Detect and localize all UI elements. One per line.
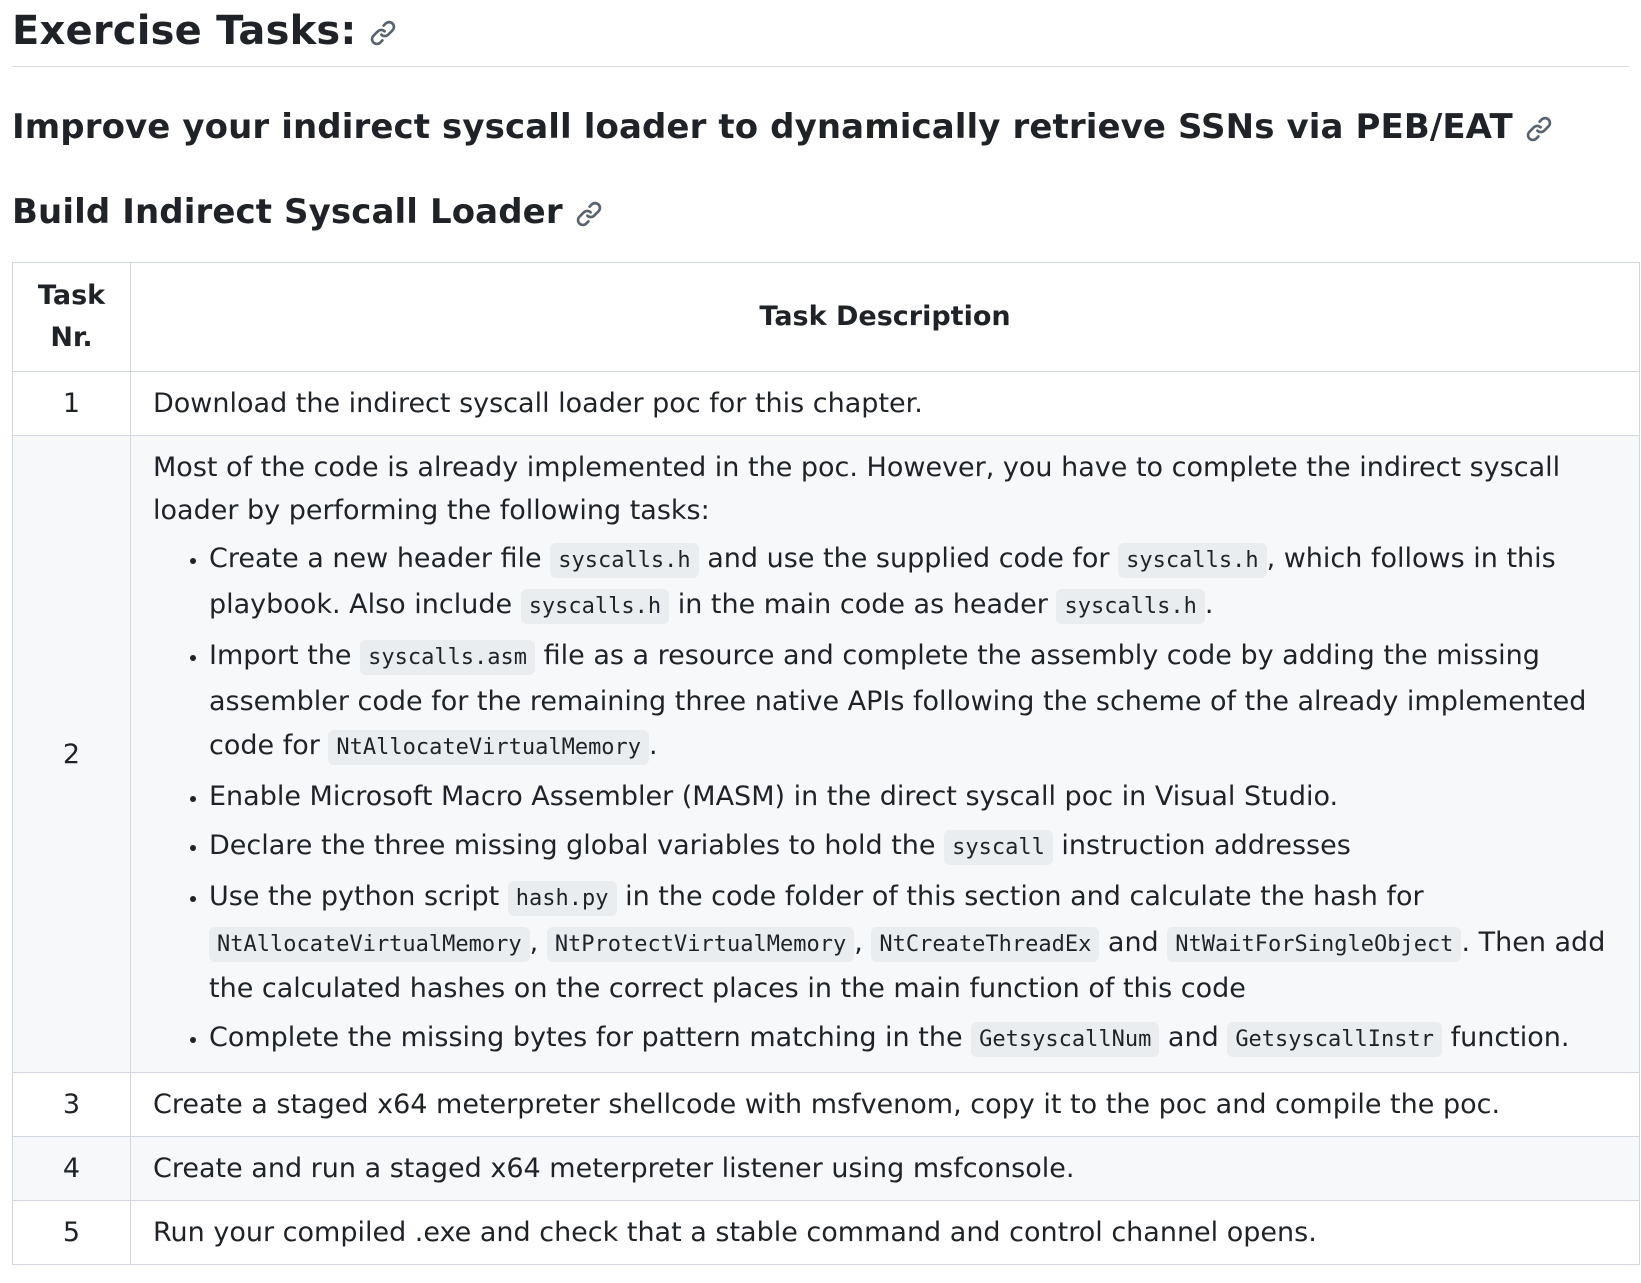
inline-code: syscalls.h: [1056, 589, 1204, 624]
list-item: • Complete the missing bytes for pattern matching in the GetsyscallNum and GetsyscallInstr function.: [209, 1016, 1617, 1062]
table-row: [13, 436, 1640, 1073]
task-intro: Most of the code is already implemented in the poc. However, you have to complete the indirect syscall loader by performing the following tasks:: [153, 452, 1561, 526]
inline-code: GetsyscallNum: [971, 1022, 1159, 1057]
task-nr: 4: [13, 1137, 131, 1201]
inline-code: NtAllocateVirtualMemory: [209, 927, 530, 962]
table-row: [13, 1137, 1640, 1201]
task-nr: 2: [13, 436, 131, 1073]
task-description: Create and run a staged x64 meterpreter listener using msfconsole.: [131, 1137, 1640, 1201]
table-header-row: [13, 263, 1640, 372]
section-heading: [12, 107, 1629, 147]
task-description: Run your compiled .exe and check that a stable command and control channel opens.: [131, 1201, 1640, 1265]
link-icon[interactable]: [1525, 115, 1553, 143]
inline-code: NtCreateThreadEx: [871, 927, 1099, 962]
list-item: • Import the syscalls.asm file as a resource and complete the assembly code by adding the missing assembler code for the remaining three native APIs following the scheme of the already implemented code for NtAllocateVirtualMemory .: [209, 634, 1617, 770]
inline-code: syscalls.h: [1118, 543, 1266, 578]
subsection-heading-text: Build Indirect Syscall Loader: [12, 192, 563, 232]
inline-code: NtProtectVirtualMemory: [547, 927, 854, 962]
table-row: [13, 372, 1640, 436]
column-header-task-description: Task Description: [131, 263, 1640, 372]
list-item: • Create a new header file syscalls.h and use the supplied code for syscalls.h , which follows in this playbook. Also include syscalls.h in the main code as header syscalls.h .: [209, 537, 1617, 629]
subsection-heading: [12, 192, 1629, 232]
list-item: • Use the python script hash.py in the code folder of this section and calculate the hash for NtAllocateVirtualMemory , NtProtectVirtualMemory , NtCreateThreadEx and NtWaitForSingleObject . Then add the calculated hashes on the correct places in the main function of this code: [209, 875, 1617, 1011]
inline-code: hash.py: [508, 881, 617, 916]
page-title-text: Exercise Tasks:: [12, 8, 357, 54]
task-description: Download the indirect syscall loader poc for this chapter.: [131, 372, 1640, 436]
table-row: [13, 1073, 1640, 1137]
inline-code: syscalls.asm: [360, 640, 535, 675]
task-description: [131, 436, 1640, 1073]
task-bullet-list: [153, 537, 1617, 1062]
table-row: [13, 1201, 1640, 1265]
inline-code: syscalls.h: [550, 543, 698, 578]
inline-code: NtWaitForSingleObject: [1167, 927, 1461, 962]
task-description: Create a staged x64 meterpreter shellcode with msfvenom, copy it to the poc and compile the poc.: [131, 1073, 1640, 1137]
inline-code: NtAllocateVirtualMemory: [328, 730, 649, 765]
task-table: [12, 262, 1640, 1265]
inline-code: GetsyscallInstr: [1227, 1022, 1442, 1057]
link-icon[interactable]: [575, 200, 603, 228]
link-icon[interactable]: [369, 19, 397, 47]
page-title: [12, 0, 1629, 67]
list-item: • Declare the three missing global variables to hold the syscall instruction addresses: [209, 824, 1617, 870]
section-heading-text: Improve your indirect syscall loader to dynamically retrieve SSNs via PEB/EAT: [12, 107, 1513, 147]
task-nr: 5: [13, 1201, 131, 1265]
task-nr: 1: [13, 372, 131, 436]
column-header-task-nr: Task Nr.: [13, 263, 131, 372]
inline-code: syscall: [944, 830, 1053, 865]
inline-code: syscalls.h: [521, 589, 669, 624]
task-nr: 3: [13, 1073, 131, 1137]
list-item: • Enable Microsoft Macro Assembler (MASM) in the direct syscall poc in Visual Studio.: [209, 775, 1617, 819]
